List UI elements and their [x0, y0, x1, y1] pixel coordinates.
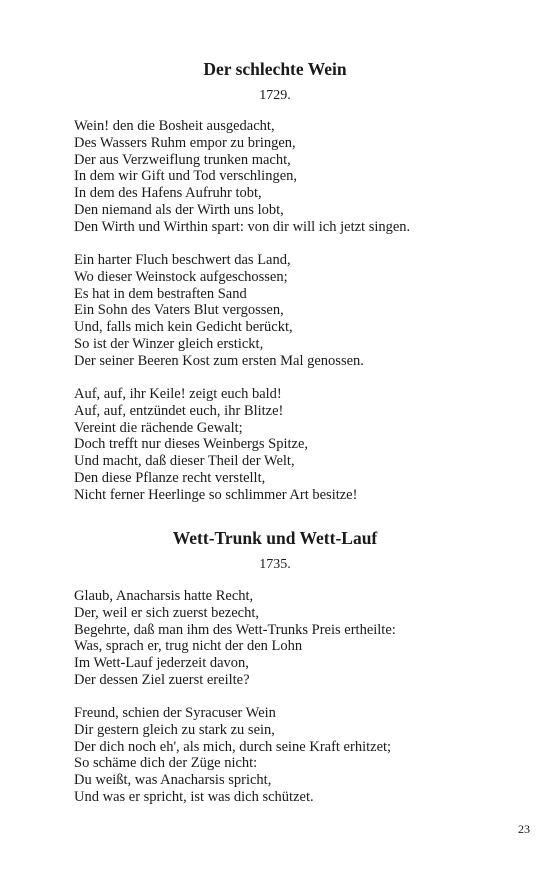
verse-line: Es hat in dem bestraften Sand [74, 285, 247, 302]
verse-line: Und, falls mich kein Gedicht berückt, [74, 319, 293, 336]
verse-line: Ein Sohn des Vaters Blut vergossen, [74, 302, 284, 319]
verse-line: Ein harter Fluch beschwert das Land, [74, 252, 291, 268]
verse-line: Und macht, daß dieser Theil der Welt, [74, 453, 295, 470]
verse-line: Doch trefft nur dieses Weinbergs Spitze, [74, 436, 309, 453]
verse-line: Wein! den die Bosheit ausgedacht, [74, 118, 275, 134]
verse-line: Den Wirth und Wirthin spart: von dir will ich jetzt singen. [74, 218, 411, 235]
verse-line: Des Wassers Ruhm empor zu bringen, [74, 134, 296, 151]
verse-line: Vereint die rächende Gewalt; [74, 419, 243, 436]
verse-line: Auf, auf, entzündet euch, ihr Blitze! [74, 402, 284, 419]
stanza [74, 588, 534, 689]
verse-line: Der aus Verzweiflung trunken macht, [74, 151, 291, 168]
verse-line: Wo dieser Weinstock aufgeschossen; [74, 268, 288, 285]
verse-line: Im Wett-Lauf jederzeit davon, [74, 655, 249, 672]
verse-line: Der, weil er sich zuerst bezecht, [74, 604, 260, 621]
verse-line: Begehrte, daß man ihm des Wett-Trunks Preis ertheilte: [74, 621, 396, 638]
verse-line: So schäme dich der Züge nicht: [74, 755, 258, 772]
verse-line: Du weißt, was Anacharsis spricht, [74, 772, 272, 789]
poem-title: Der schlechte Wein [203, 59, 347, 79]
verse-line: Freund, schien der Syracuser Wein [74, 705, 276, 721]
verse-line: Auf, auf, ihr Keile! zeigt euch bald! [74, 386, 282, 402]
verse-line: Der dich noch eh', als mich, durch seine Kraft erhitzet; [74, 738, 392, 755]
verse-line: Den diese Pflanze recht verstellt, [74, 469, 266, 486]
stanza [74, 386, 534, 504]
stanza [74, 118, 534, 236]
stanza [74, 705, 534, 806]
verse-line: Der seiner Beeren Kost zum ersten Mal genossen. [74, 352, 364, 369]
verse-line: Was, sprach er, trug nicht der den Lohn [74, 638, 303, 655]
verse-line: Und was er spricht, ist was dich schützet. [74, 788, 314, 805]
verse-line: So ist der Winzer gleich erstickt, [74, 335, 264, 352]
page-number: 23 [518, 822, 530, 836]
verse-line: Dir gestern gleich zu stark zu sein, [74, 721, 275, 738]
poem-year: 1729. [259, 88, 291, 103]
verse-line: Nicht ferner Heerlinge so schlimmer Art besitze! [74, 486, 358, 503]
verse-line: In dem des Hafens Aufruhr tobt, [74, 185, 262, 202]
poem-year: 1735. [259, 557, 291, 572]
verse-line: In dem wir Gift und Tod verschlingen, [74, 168, 298, 185]
stanza [74, 252, 534, 370]
verse-line: Der dessen Ziel zuerst ereilte? [74, 671, 250, 688]
verse-line: Glaub, Anacharsis hatte Recht, [74, 588, 254, 604]
poem-title: Wett-Trunk und Wett-Lauf [172, 528, 378, 548]
verse-line: Den niemand als der Wirth uns lobt, [74, 201, 284, 218]
